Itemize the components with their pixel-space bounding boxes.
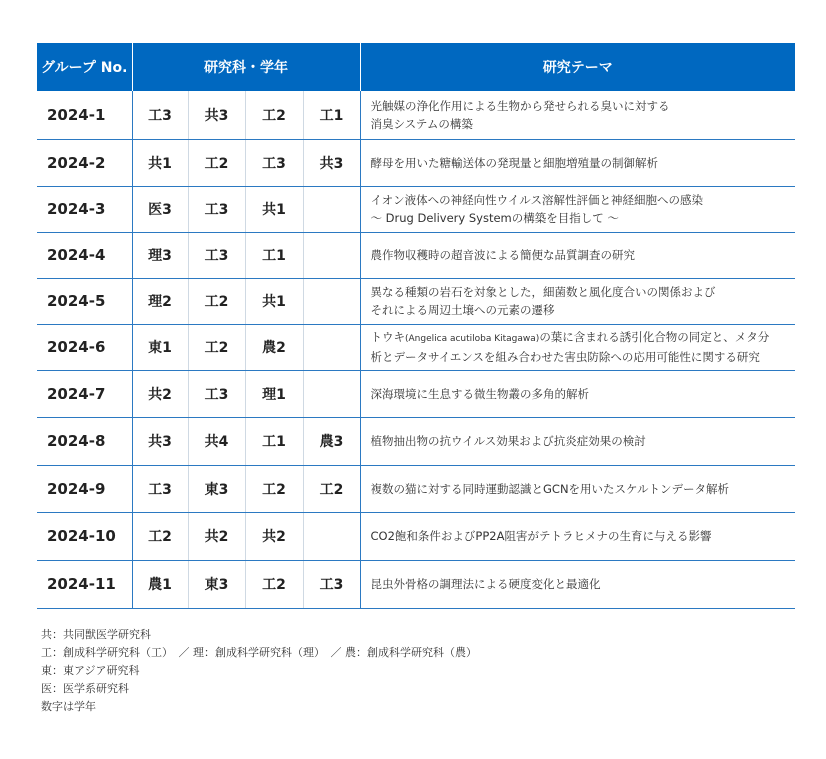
dept-grade: 理2	[132, 278, 188, 324]
dept-grade: 工3	[245, 139, 303, 186]
dept-grade: 共1	[245, 278, 303, 324]
research-theme: イオン液体への神経向性ウイルス溶解性評価と神経細胞への感染 ～ Drug Delivery Systemの構築を目指して ～	[360, 186, 795, 232]
table-row	[37, 186, 795, 232]
dept-grade: 東3	[188, 560, 245, 608]
dept-grade: 東3	[188, 465, 245, 512]
research-theme: CO2飽和条件およびPP2A阻害がテトラヒメナの生育に与える影響	[360, 512, 795, 560]
dept-grade: 工2	[303, 465, 360, 512]
research-theme: 光触媒の浄化作用による生物から発せられる臭いに対する 消臭システムの構築	[360, 91, 795, 139]
header-department-grade: 研究科・学年	[132, 43, 360, 91]
dept-grade: 農1	[132, 560, 188, 608]
note-line: 工：創成科学研究科（工） ／ 理：創成科学研究科（理） ／ 農：創成科学研究科（農）	[41, 646, 477, 659]
dept-grade: 共2	[245, 512, 303, 560]
dept-grade: 農3	[303, 417, 360, 465]
dept-grade: 共1	[245, 186, 303, 232]
table-row	[37, 139, 795, 186]
dept-grade: 共3	[132, 417, 188, 465]
dept-grade	[303, 278, 360, 324]
dept-grade: 工3	[132, 91, 188, 139]
dept-grade: 工3	[188, 370, 245, 417]
table-row	[37, 278, 795, 324]
group-id: 2024-4	[37, 232, 132, 278]
header-research-theme: 研究テーマ	[360, 43, 795, 91]
dept-grade	[303, 186, 360, 232]
dept-grade: 工1	[245, 232, 303, 278]
research-theme: 昆虫外骨格の調理法による硬度変化と最適化	[360, 560, 795, 608]
dept-grade: 医3	[132, 186, 188, 232]
research-theme: 深海環境に生息する微生物叢の多角的解析	[360, 370, 795, 417]
group-id: 2024-10	[37, 512, 132, 560]
research-theme: 植物抽出物の抗ウイルス効果および抗炎症効果の検討	[360, 417, 795, 465]
dept-grade: 共4	[188, 417, 245, 465]
table-row	[37, 465, 795, 512]
research-theme: 複数の猫に対する同時運動認識とGCNを用いたスケルトンデータ解析	[360, 465, 795, 512]
dept-grade: 理1	[245, 370, 303, 417]
research-theme: 異なる種類の岩石を対象とした，細菌数と風化度合いの関係および それによる周辺土壌への元素の遷移	[360, 278, 795, 324]
table-header-row	[37, 43, 795, 91]
table-row	[37, 417, 795, 465]
group-id: 2024-2	[37, 139, 132, 186]
group-id: 2024-6	[37, 324, 132, 370]
dept-grade	[303, 232, 360, 278]
note-line: 数字は学年	[41, 700, 96, 713]
table-row	[37, 91, 795, 139]
note-line: 共：共同獣医学研究科	[41, 628, 151, 641]
dept-grade: 工3	[188, 232, 245, 278]
dept-grade: 東1	[132, 324, 188, 370]
group-id: 2024-5	[37, 278, 132, 324]
research-table-container	[37, 43, 795, 609]
group-id: 2024-7	[37, 370, 132, 417]
dept-grade: 工3	[303, 560, 360, 608]
dept-grade: 工1	[245, 417, 303, 465]
dept-grade	[303, 324, 360, 370]
dept-grade: 工3	[188, 186, 245, 232]
dept-grade: 共2	[188, 512, 245, 560]
dept-grade: 工2	[188, 324, 245, 370]
dept-grade: 工2	[245, 560, 303, 608]
dept-grade: 理3	[132, 232, 188, 278]
table-row	[37, 560, 795, 608]
dept-grade	[303, 370, 360, 417]
legend-notes	[41, 626, 477, 716]
header-group-no: グループ No.	[37, 43, 132, 91]
research-theme: トウキ(Angelica acutiloba Kitagawa)の葉に含まれる誘引化合物の同定と、メタ分 析とデータサイエンスを組み合わせた害虫防除への応用可能性に関する研究	[360, 324, 795, 370]
dept-grade: 工3	[132, 465, 188, 512]
research-groups-table	[37, 43, 795, 609]
table-row	[37, 512, 795, 560]
table-row	[37, 232, 795, 278]
dept-grade: 共2	[132, 370, 188, 417]
group-id: 2024-9	[37, 465, 132, 512]
group-id: 2024-11	[37, 560, 132, 608]
group-id: 2024-1	[37, 91, 132, 139]
dept-grade	[303, 512, 360, 560]
dept-grade: 工1	[303, 91, 360, 139]
group-id: 2024-3	[37, 186, 132, 232]
note-line: 東：東アジア研究科	[41, 664, 140, 677]
dept-grade: 工2	[245, 465, 303, 512]
dept-grade: 工2	[188, 278, 245, 324]
group-id: 2024-8	[37, 417, 132, 465]
note-line: 医：医学系研究科	[41, 682, 129, 695]
dept-grade: 工2	[245, 91, 303, 139]
table-row	[37, 324, 795, 370]
dept-grade: 工2	[188, 139, 245, 186]
research-theme: 農作物収穫時の超音波による簡便な品質調査の研究	[360, 232, 795, 278]
table-row	[37, 370, 795, 417]
dept-grade: 工2	[132, 512, 188, 560]
dept-grade: 共3	[303, 139, 360, 186]
dept-grade: 農2	[245, 324, 303, 370]
research-theme: 酵母を用いた糖輸送体の発現量と細胞増殖量の制御解析	[360, 139, 795, 186]
dept-grade: 共3	[188, 91, 245, 139]
dept-grade: 共1	[132, 139, 188, 186]
